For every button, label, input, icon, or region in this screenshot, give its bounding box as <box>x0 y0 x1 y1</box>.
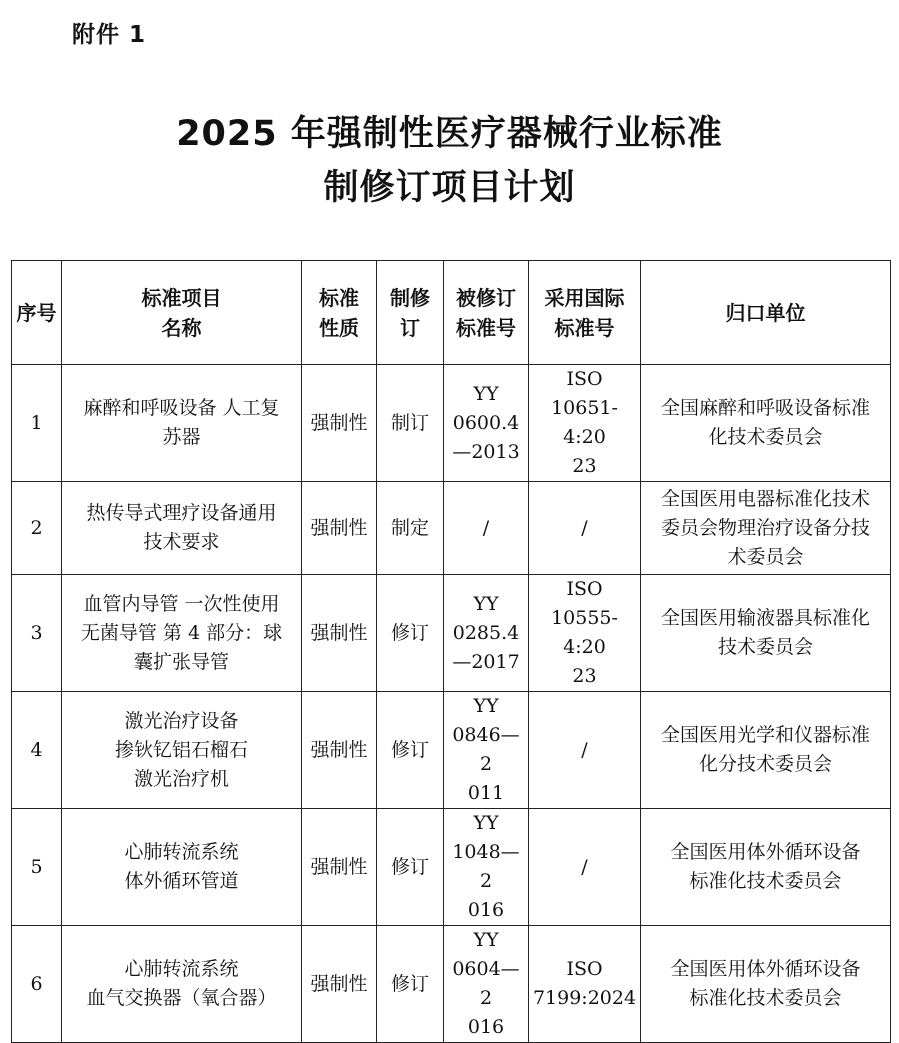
cell-project-name-line: 技术要求 <box>143 531 220 553</box>
cell-responsible-unit-line: 全国医用体外循环设备 <box>670 958 861 980</box>
header-seq: 序号 <box>12 261 62 365</box>
cell-responsible-unit-line: 全国医用输液器具标准化 <box>660 607 870 629</box>
cell-intl-standard-line: ISO <box>566 368 603 390</box>
cell-intl-standard <box>529 575 641 692</box>
cell-project-name-line: 体外循环管道 <box>124 870 239 892</box>
cell-responsible-unit-line: 技术委员会 <box>717 636 813 658</box>
cell-revise-type: 修订 <box>377 809 444 926</box>
cell-responsible-unit-line: 标准化技术委员会 <box>689 987 842 1009</box>
table-row <box>12 926 891 1043</box>
cell-intl-standard-line: 7199:2024 <box>532 987 637 1009</box>
cell-revised-standard <box>444 692 529 809</box>
cell-revised-standard-line: YY <box>473 929 499 951</box>
cell-intl-standard <box>529 809 641 926</box>
cell-revised-standard-line: YY <box>473 695 499 717</box>
cell-seq: 5 <box>12 809 62 926</box>
cell-project-name <box>62 692 302 809</box>
cell-revised-standard <box>444 809 529 926</box>
cell-revised-standard-line: / <box>482 516 490 539</box>
cell-revised-standard <box>444 482 529 575</box>
cell-project-name <box>62 482 302 575</box>
cell-revise-type: 修订 <box>377 692 444 809</box>
cell-intl-standard-line: / <box>581 738 588 761</box>
table-header-row <box>12 261 891 365</box>
cell-intl-standard-line: 23 <box>572 665 597 687</box>
cell-responsible-unit-line: 术委员会 <box>727 545 804 568</box>
cell-revised-standard <box>444 926 529 1043</box>
cell-revised-standard-line: 0285.4 <box>452 621 520 644</box>
cell-revised-standard-line: 011 <box>467 782 505 804</box>
table-row <box>12 482 891 575</box>
cell-revised-standard-line: YY <box>473 812 499 834</box>
cell-revise-type: 制定 <box>377 482 444 575</box>
cell-project-name-line: 血管内导管 一次性使用 <box>83 592 280 615</box>
cell-nature: 强制性 <box>302 692 377 809</box>
cell-revised-standard-line: —2013 <box>452 440 520 463</box>
cell-responsible-unit <box>641 692 891 809</box>
cell-intl-standard <box>529 692 641 809</box>
cell-responsible-unit-line: 全国医用光学和仪器标准 <box>660 724 870 746</box>
cell-intl-standard-line: / <box>581 855 588 878</box>
cell-responsible-unit-line: 化分技术委员会 <box>698 753 832 775</box>
cell-revised-standard-line: 0600.4 <box>452 411 520 434</box>
cell-project-name <box>62 575 302 692</box>
cell-responsible-unit <box>641 926 891 1043</box>
cell-intl-standard-line: ISO <box>566 958 603 980</box>
cell-revised-standard-line: 1048—2 <box>452 841 520 892</box>
cell-intl-standard-line: ISO <box>566 578 603 600</box>
header-intl-standard: 采用国际 标准号 <box>529 261 641 365</box>
cell-nature: 强制性 <box>302 575 377 692</box>
cell-project-name-line: 热传导式理疗设备通用 <box>86 502 277 524</box>
cell-project-name-line: 血气交换器（氧合器） <box>86 987 277 1009</box>
cell-revised-standard-line: 0846—2 <box>452 724 520 775</box>
attachment-label: 附件 1 <box>72 22 147 48</box>
standards-plan-table <box>11 260 891 1043</box>
cell-intl-standard-line: 10651-4:20 <box>551 397 618 448</box>
header-nature: 标准 性质 <box>302 261 377 365</box>
cell-project-name-line: 激光治疗设备 <box>124 709 239 732</box>
cell-responsible-unit <box>641 482 891 575</box>
cell-intl-standard <box>529 482 641 575</box>
cell-revised-standard-line: —2017 <box>452 650 520 673</box>
cell-revise-type: 修订 <box>377 926 444 1043</box>
cell-seq: 4 <box>12 692 62 809</box>
cell-responsible-unit <box>641 809 891 926</box>
header-responsible-unit: 归口单位 <box>641 261 891 365</box>
cell-revised-standard-line: 016 <box>467 899 505 921</box>
cell-seq: 2 <box>12 482 62 575</box>
cell-project-name-line: 激光治疗机 <box>133 767 229 790</box>
cell-project-name-line: 心肺转流系统 <box>124 841 239 863</box>
cell-responsible-unit-line: 标准化技术委员会 <box>689 870 842 892</box>
cell-revise-type: 制订 <box>377 365 444 482</box>
cell-revised-standard-line: 0604—2 <box>452 958 520 1009</box>
header-revise-type: 制修 订 <box>377 261 444 365</box>
cell-revised-standard <box>444 575 529 692</box>
cell-responsible-unit-line: 化技术委员会 <box>708 426 823 448</box>
cell-intl-standard-line: / <box>581 516 588 539</box>
header-revised-standard: 被修订 标准号 <box>444 261 529 365</box>
cell-nature: 强制性 <box>302 809 377 926</box>
cell-project-name-line: 掺钬钇铝石榴石 <box>114 738 248 761</box>
cell-project-name-line: 囊扩张导管 <box>133 650 229 673</box>
cell-intl-standard <box>529 365 641 482</box>
cell-revised-standard-line: 016 <box>467 1016 505 1038</box>
header-name: 标准项目 名称 <box>62 261 302 365</box>
cell-project-name <box>62 926 302 1043</box>
table-row <box>12 575 891 692</box>
cell-responsible-unit-line: 委员会物理治疗设备分技 <box>660 516 870 539</box>
cell-intl-standard <box>529 926 641 1043</box>
cell-seq: 3 <box>12 575 62 692</box>
cell-project-name-line: 苏器 <box>162 426 201 448</box>
cell-responsible-unit-line: 全国医用体外循环设备 <box>670 841 861 863</box>
table-row <box>12 692 891 809</box>
cell-project-name <box>62 809 302 926</box>
cell-project-name-line: 无菌导管 第 4 部分：球 <box>80 621 283 644</box>
cell-revised-standard-line: YY <box>473 592 499 615</box>
document-title-line-2: 制修订项目计划 <box>323 168 576 208</box>
cell-nature: 强制性 <box>302 365 377 482</box>
document-title-line-1: 2025 年强制性医疗器械行业标准 <box>176 114 723 154</box>
cell-project-name <box>62 365 302 482</box>
cell-intl-standard-line: 10555-4:20 <box>551 607 618 658</box>
cell-seq: 1 <box>12 365 62 482</box>
cell-project-name-line: 麻醉和呼吸设备 人工复 <box>83 397 280 419</box>
cell-revise-type: 修订 <box>377 575 444 692</box>
cell-responsible-unit <box>641 365 891 482</box>
cell-project-name-line: 心肺转流系统 <box>124 958 239 980</box>
cell-revised-standard-line: YY <box>473 382 499 405</box>
cell-seq: 6 <box>12 926 62 1043</box>
cell-responsible-unit-line: 全国医用电器标准化技术 <box>660 487 870 510</box>
cell-nature: 强制性 <box>302 482 377 575</box>
cell-intl-standard-line: 23 <box>572 455 597 477</box>
cell-revised-standard <box>444 365 529 482</box>
cell-nature: 强制性 <box>302 926 377 1043</box>
table-row <box>12 365 891 482</box>
cell-responsible-unit-line: 全国麻醉和呼吸设备标准 <box>660 397 870 419</box>
table-row <box>12 809 891 926</box>
cell-responsible-unit <box>641 575 891 692</box>
